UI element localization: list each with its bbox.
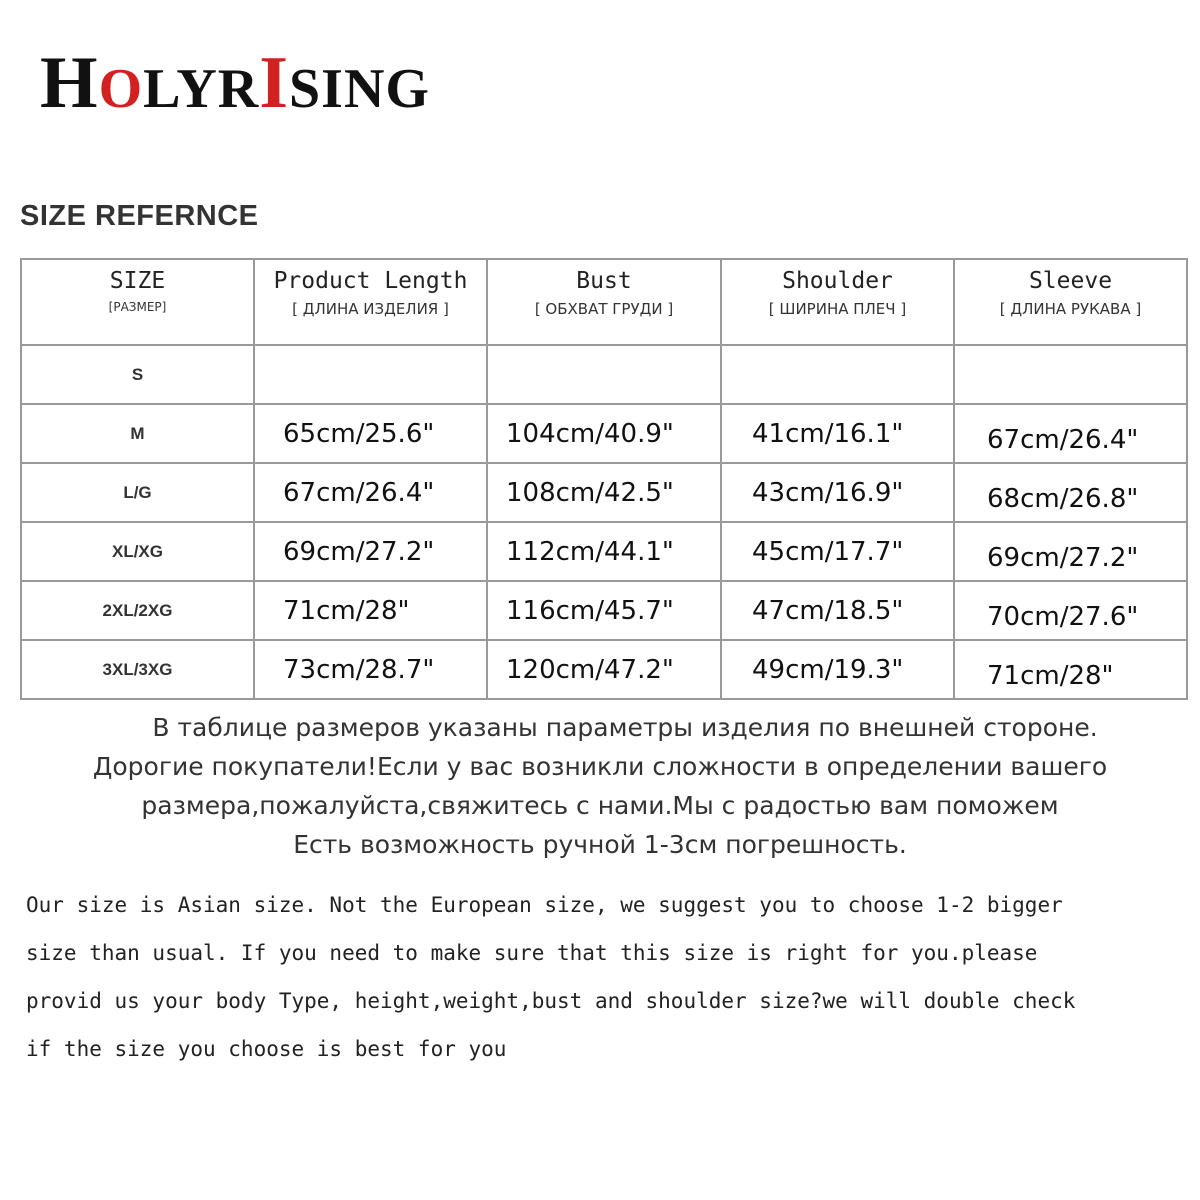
header-size-en: SIZE: [109, 268, 166, 294]
header-length-ru: [ ДЛИНА ИЗДЕЛИЯ ]: [292, 300, 449, 318]
header-shoulder-en: Shoulder: [782, 268, 893, 294]
shoulder-value: 47cm/18.5": [721, 581, 954, 640]
english-note-line: Our size is Asian size. Not the European size, we suggest you to choose 1-2 bigger: [26, 893, 1063, 917]
length-value: 71cm/28": [254, 581, 487, 640]
section-title: SIZE REFERNCE: [20, 200, 259, 232]
logo-letter-o: O: [98, 58, 144, 120]
sleeve-value: 69cm/27.2": [954, 522, 1187, 581]
logo-letters-sing: SING: [289, 58, 430, 120]
table-row: [21, 345, 1187, 404]
russian-note-line: размера,пожалуйста,свяжитесь с нами.Мы с радостью вам поможем: [141, 791, 1059, 820]
bust-value: 104cm/40.9": [487, 404, 721, 463]
size-label: L/G: [21, 463, 254, 522]
english-note-line: if the size you choose is best for you: [26, 1037, 507, 1061]
sleeve-value: 68cm/26.8": [954, 463, 1187, 522]
brand-logo: [40, 42, 430, 124]
sleeve-value: 67cm/26.4": [954, 404, 1187, 463]
header-size-ru: [РАЗМЕР]: [108, 300, 167, 314]
header-shoulder-ru: [ ШИРИНА ПЛЕЧ ]: [768, 300, 907, 318]
table-row: [21, 640, 1187, 699]
size-label: 3XL/3XG: [21, 640, 254, 699]
russian-note-line: Дорогие покупатели!Если у вас возникли сложности в определении вашего: [92, 752, 1108, 781]
shoulder-value: 45cm/17.7": [721, 522, 954, 581]
table-row: [21, 404, 1187, 463]
shoulder-value: 43cm/16.9": [721, 463, 954, 522]
header-sleeve-en: Sleeve: [1028, 268, 1113, 294]
logo-letters-lyr: LYR: [143, 58, 260, 120]
shoulder-value: [721, 345, 954, 404]
bust-value: 108cm/42.5": [487, 463, 721, 522]
header-length-en: Product Length: [273, 268, 468, 294]
header-bust-ru: [ ОБХВАТ ГРУДИ ]: [534, 300, 674, 318]
size-label: S: [21, 345, 254, 404]
header-bust-en: Bust: [576, 268, 632, 294]
table-row: [21, 581, 1187, 640]
table-row: [21, 463, 1187, 522]
length-value: 69cm/27.2": [254, 522, 487, 581]
bust-value: 120cm/47.2": [487, 640, 721, 699]
russian-note-line: Есть возможность ручной 1-3см погрешность.: [293, 830, 907, 859]
bust-value: 116cm/45.7": [487, 581, 721, 640]
sleeve-value: 71cm/28": [954, 640, 1187, 699]
size-label: M: [21, 404, 254, 463]
length-value: [254, 345, 487, 404]
russian-note-line: В таблице размеров указаны параметры изделия по внешней стороне.: [152, 713, 1098, 742]
bust-value: 112cm/44.1": [487, 522, 721, 581]
english-note-line: provid us your body Type, height,weight,bust and shoulder size?we will double check: [26, 989, 1076, 1013]
shoulder-value: 49cm/19.3": [721, 640, 954, 699]
sleeve-value: 70cm/27.6": [954, 581, 1187, 640]
logo-letter-h: H: [40, 42, 99, 124]
english-notes: [26, 884, 1186, 1076]
header-row: [21, 259, 1187, 345]
russian-notes: [0, 708, 1200, 864]
bust-value: [487, 345, 721, 404]
header-size: [21, 259, 254, 345]
shoulder-value: 41cm/16.1": [721, 404, 954, 463]
table-row: [21, 522, 1187, 581]
sleeve-value: [954, 345, 1187, 404]
header-sleeve-ru: [ ДЛИНА РУКАВА ]: [999, 300, 1142, 318]
header-length: [254, 259, 487, 345]
english-note-line: size than usual. If you need to make sure that this size is right for you.please: [26, 941, 1038, 965]
length-value: 73cm/28.7": [254, 640, 487, 699]
size-label: XL/XG: [21, 522, 254, 581]
header-bust: [487, 259, 721, 345]
header-sleeve: [954, 259, 1187, 345]
length-value: 67cm/26.4": [254, 463, 487, 522]
length-value: 65cm/25.6": [254, 404, 487, 463]
size-label: 2XL/2XG: [21, 581, 254, 640]
size-table: [20, 258, 1188, 700]
header-shoulder: [721, 259, 954, 345]
logo-letter-i: I: [259, 42, 290, 124]
